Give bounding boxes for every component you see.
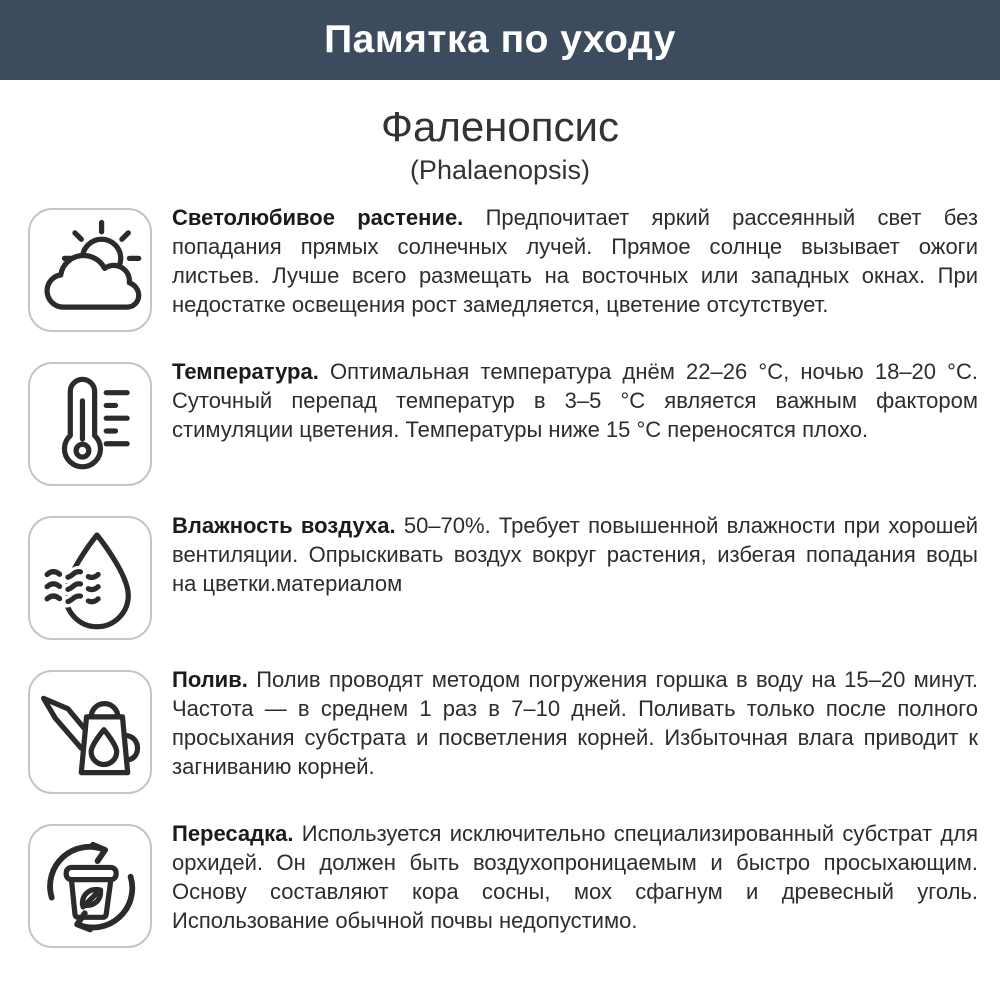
section-repotting [28,821,978,948]
section-humidity [28,513,978,640]
section-humidity-body: 50–70%. Требует повышенной влажности при хорошей вентиляции. Опрыскивать воздух вокруг растения, избегая попадания воды на цветки.материалом [172,513,978,597]
section-humidity-heading: Влажность воздуха. [172,513,396,539]
sun-cloud-icon [28,208,152,332]
section-temperature-body: Оптимальная температура днём 22–26 °C, ночью 18–20 °C. Суточный перепад температур в 3–5 °C является важным фактором стимуляции цветения. Температуры ниже 15 °C переносятся плохо. [172,359,978,443]
thermometer-icon [28,362,152,486]
care-sections [0,186,1000,948]
section-light-heading: Светолюбивое растение. [172,205,464,231]
section-light-body: Предпочитает яркий рассеянный свет без попадания прямых солнечных лучей. Прямое солнце вызывает ожоги листьев. Лучше всего размещать на восточных или западных окнах. При недостатке освещения рост замедляется, цветение отсутствует. [172,205,978,318]
section-watering [28,667,978,794]
section-watering-body: Полив проводят методом погружения горшка в воду на 15–20 минут. Частота — в среднем 1 раз в 7–10 дней. Поливать только после полного просыхания субстрата и посветления корней. Избыточная влага приводит к загниванию корней. [172,667,978,780]
plant-title-block [0,104,1000,186]
section-temperature-text [172,357,978,444]
section-watering-heading: Полив. [172,667,248,693]
section-repotting-body: Используется исключительно специализированный субстрат для орхидей. Он должен быть воздухопроницаемым и быстро просыхающим. Основу составляют кора сосны, мох сфагнум и древесный уголь. Использование обычной почвы недопустимо. [172,821,978,934]
watering-can-icon [28,670,152,794]
plant-name: Фаленопсис [381,103,619,150]
section-humidity-text [172,511,978,598]
section-repotting-heading: Пересадка. [172,821,294,847]
section-repotting-text [172,819,978,935]
humidity-drop-icon [28,516,152,640]
page-title: Памятка по уходу [324,18,676,61]
plant-latin-name: (Phalaenopsis) [409,155,591,186]
section-temperature [28,359,978,486]
section-temperature-heading: Температура. [172,359,319,385]
section-light-text [172,203,978,319]
repot-icon [28,824,152,948]
section-watering-text [172,665,978,781]
section-light [28,205,978,332]
header-bar [0,0,1000,80]
